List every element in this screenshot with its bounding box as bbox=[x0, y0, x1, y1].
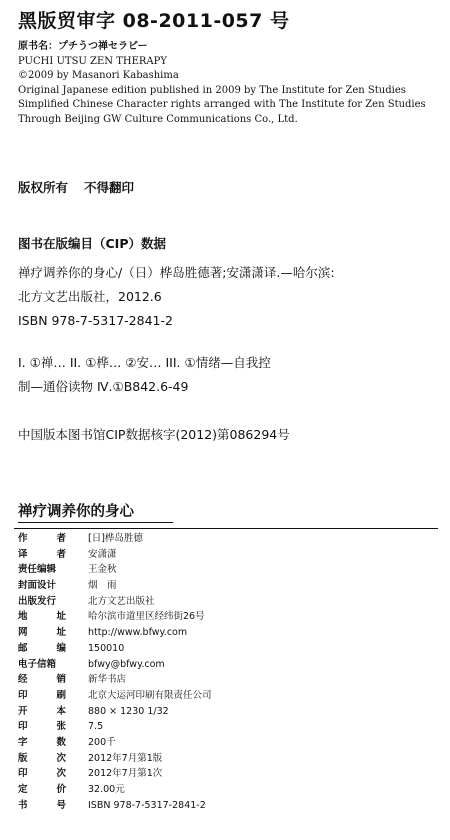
colophon-label-part: 译 bbox=[18, 548, 28, 560]
cip-isbn: ISBN 978-7-5317-2841-2 bbox=[18, 313, 173, 328]
original-title: 原书名：プチうつ禅セラピー bbox=[18, 41, 148, 52]
title-underline bbox=[18, 522, 173, 523]
colophon-label bbox=[18, 530, 66, 544]
colophon-label-part: 经 bbox=[18, 674, 28, 686]
colophon-value: 880 × 1230 1/32 bbox=[88, 705, 169, 717]
colophon-row bbox=[18, 546, 438, 562]
cip-library-note: 中国版本图书馆CIP数据核字(2012)第086294号 bbox=[18, 427, 290, 442]
edition-note-line-1: Original Japanese edition published in 2009 by The Institute for Zen Studies bbox=[18, 85, 406, 96]
cip-classification-line-2: 制—通俗读物 Ⅳ.①B842.6-49 bbox=[18, 379, 189, 394]
colophon-value: 北方文艺出版社 bbox=[88, 595, 155, 607]
colophon-label-part: 地 bbox=[18, 611, 28, 623]
colophon-row bbox=[18, 687, 438, 703]
book-title: 禅疗调养你的身心 bbox=[18, 504, 134, 520]
colophon-row bbox=[18, 640, 438, 656]
colophon-label-part: 出版发行 bbox=[18, 595, 57, 607]
colophon-row bbox=[18, 593, 438, 609]
colophon-label bbox=[18, 797, 66, 811]
colophon-value: 7.5 bbox=[88, 721, 104, 733]
copyright-line: ©2009 by Masanori Kabashima bbox=[18, 70, 179, 81]
colophon-row bbox=[18, 797, 438, 813]
colophon-label-part: 印 bbox=[18, 721, 28, 733]
colophon-label bbox=[18, 750, 66, 764]
colophon-divider bbox=[14, 528, 438, 529]
colophon-row bbox=[18, 718, 438, 734]
colophon-value: 王金秋 bbox=[88, 564, 117, 576]
colophon-value: ISBN 978-7-5317-2841-2 bbox=[88, 799, 206, 811]
colophon-label-part: 者 bbox=[56, 533, 66, 544]
colophon-label bbox=[18, 734, 66, 748]
colophon-row bbox=[18, 734, 438, 750]
rights-notice bbox=[18, 178, 134, 196]
colophon-label-part: 作 bbox=[18, 533, 28, 544]
colophon-label bbox=[18, 671, 66, 685]
colophon-value: 2012年7月第1版 bbox=[88, 752, 163, 764]
colophon-label-part: 版 bbox=[18, 752, 28, 764]
colophon-label-part: 价 bbox=[56, 784, 66, 795]
rights-reserved: 版权所有 bbox=[18, 180, 69, 195]
colophon-value: 北京大运河印刷有限责任公司 bbox=[88, 689, 212, 701]
edition-note-line-2: Simplified Chinese Character rights arranged with The Institute for Zen Studies bbox=[18, 99, 426, 110]
colophon-label bbox=[18, 546, 66, 560]
colophon-label-part: 字 bbox=[18, 736, 28, 748]
cip-heading: 图书在版编目（CIP）数据 bbox=[18, 236, 166, 251]
cip-classification-line-1: I. ①禅… II. ①桦… ②安… III. ①情绪—自我控 bbox=[18, 355, 271, 370]
colophon-row bbox=[18, 703, 438, 719]
colophon-row bbox=[18, 561, 438, 577]
colophon-label bbox=[18, 656, 66, 670]
colophon-label-part: 号 bbox=[56, 799, 66, 811]
colophon-value: 200千 bbox=[88, 736, 116, 748]
colophon-label bbox=[18, 781, 66, 795]
colophon-label-part: 址 bbox=[56, 611, 66, 623]
no-reprint: 不得翻印 bbox=[84, 180, 135, 195]
colophon-label-part: 编 bbox=[56, 642, 66, 654]
registration-number: 黑版贸审字 08-2011-057 号 bbox=[18, 10, 290, 32]
colophon-row bbox=[18, 577, 438, 593]
colophon-label-part: 邮 bbox=[18, 642, 28, 654]
colophon-row bbox=[18, 624, 438, 640]
colophon-row bbox=[18, 530, 438, 546]
colophon-label-part: 刷 bbox=[56, 689, 66, 701]
cip-record-line-2: 北方文艺出版社，2012.6 bbox=[18, 289, 162, 304]
colophon-label-part: 张 bbox=[56, 721, 66, 733]
colophon-label bbox=[18, 624, 66, 638]
colophon-label bbox=[18, 687, 66, 701]
colophon-label-part: 开 bbox=[18, 705, 28, 717]
colophon-value: 32.00元 bbox=[88, 784, 125, 795]
edition-note-line-3: Through Beijing GW Culture Communications Co., Ltd. bbox=[18, 114, 298, 125]
colophon-label-part: 印 bbox=[18, 689, 28, 701]
colophon-label-part: 责任编辑 bbox=[18, 564, 57, 576]
colophon-value: 安潇潇 bbox=[88, 548, 117, 560]
colophon-label-part: 址 bbox=[56, 627, 66, 639]
colophon-label-part: 数 bbox=[56, 736, 66, 748]
colophon-label bbox=[18, 765, 66, 779]
original-title-romanized: PUCHI UTSU ZEN THERAPY bbox=[18, 56, 167, 67]
colophon-value: 2012年7月第1次 bbox=[88, 768, 163, 780]
colophon-row bbox=[18, 765, 438, 781]
colophon-label-part: 书 bbox=[18, 799, 28, 811]
colophon-label bbox=[18, 577, 66, 591]
colophon-row bbox=[18, 671, 438, 687]
colophon-table bbox=[18, 530, 438, 812]
colophon-row bbox=[18, 656, 438, 672]
colophon-label-part: 销 bbox=[56, 674, 66, 686]
colophon-row bbox=[18, 781, 438, 797]
cip-record-line-1: 禅疗调养你的身心/（日）桦岛胜德著;安潇潇译.—哈尔滨: bbox=[18, 265, 335, 280]
colophon-label-part: 电子信箱 bbox=[18, 658, 57, 670]
colophon-label-part: 次 bbox=[56, 752, 66, 764]
colophon-label-part: 封面设计 bbox=[18, 580, 57, 592]
colophon-label bbox=[18, 718, 66, 732]
colophon-label-part: 定 bbox=[18, 784, 28, 795]
colophon-value: [日]桦岛胜德 bbox=[88, 533, 143, 544]
colophon-value: 150010 bbox=[88, 642, 125, 654]
colophon-row bbox=[18, 750, 438, 766]
colophon-value: bfwy@bfwy.com bbox=[88, 658, 165, 670]
colophon-label-part: 者 bbox=[56, 548, 66, 560]
colophon-label bbox=[18, 640, 66, 654]
colophon-label bbox=[18, 593, 66, 607]
colophon-label-part: 本 bbox=[56, 705, 66, 717]
colophon-value: 新华书店 bbox=[88, 674, 127, 686]
colophon-value: 烟 雨 bbox=[88, 580, 117, 592]
colophon-label bbox=[18, 561, 66, 575]
colophon-label-part: 印 bbox=[18, 768, 28, 780]
colophon-label bbox=[18, 703, 66, 717]
colophon-row bbox=[18, 608, 438, 624]
colophon-label bbox=[18, 608, 66, 622]
colophon-value: http://www.bfwy.com bbox=[88, 627, 188, 639]
colophon-value: 哈尔滨市道里区经纬街26号 bbox=[88, 611, 205, 623]
colophon-label-part: 次 bbox=[56, 768, 66, 780]
colophon-label-part: 网 bbox=[18, 627, 28, 639]
